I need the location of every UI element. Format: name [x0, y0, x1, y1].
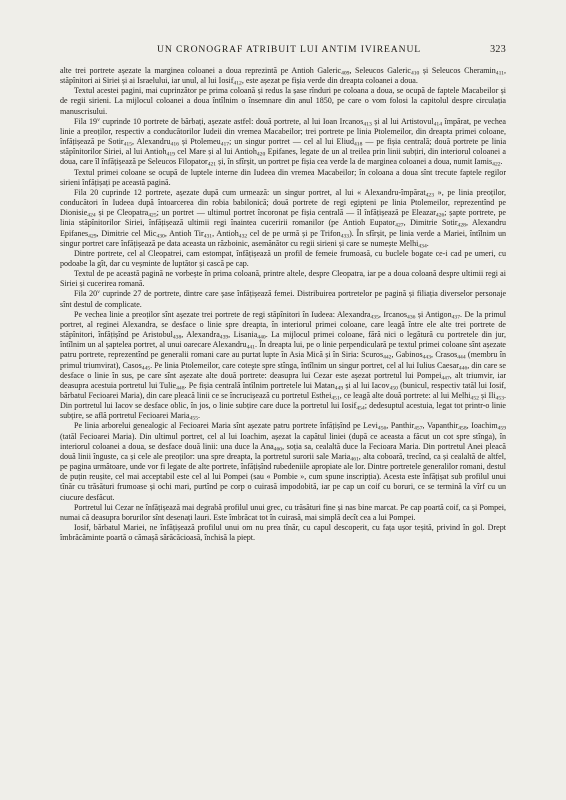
page-number: 323 — [490, 44, 506, 55]
paragraph: Textul primei coloane se ocupă de luptele interne din Iudeea din vremea Macabeilor; în coloana a doua sînt trecute faptele regilor sirieni înfățișați pe această pagină. — [60, 167, 506, 187]
body-text — [60, 66, 506, 543]
paragraph: Dintre portrete, cel al Cleopatrei, cam estompat, înfățișează un profil de femeie frumoasă, cu buclele bogate ce-i cad pe umeri, cu podoabe la gît, dar cu veșminte de luptător și cască pe cap. — [60, 248, 506, 268]
running-head — [60, 44, 506, 55]
paragraph: Fila 19$^v$ cuprinde 10 portrete de bărbați, așezate astfel: două portrete, al lui Ioan Ircanos$_{413}$ și al lui Artistovul$_{414}$ împărat, pe vechea linie a preoților, respectiv a conducătorilor Iudeii din vremea Macabeilor; trei portrete pe linia Ptolemeilor, din dreapta primei coloane, înfățișează pe Sotir$_{415}$, Alexandru$_{416}$ și Ptolemeu$_{417}$; un singur portret — cel al lui Eliud$_{418}$ — pe fișia centrală; două portrete pe linia stăpînitorilor Siriei, al lui Antioh$_{419}$ cel Mare și al lui Antioh$_{420}$ Epifanes, legate de un al treilea prin linii subțiri, din interiorul coloanei a doua, care îl înfățișează pe Seleucos Filopator$_{421}$ și, în sfîrșit, un portret pe fișia cea verde la de marginea coloanei a doua, numit Iamis$_{422}$. — [60, 116, 507, 168]
paragraph: Portretul lui Cezar ne înfățișează mai degrabă profilul unui grec, cu trăsături fine și nas bine marcat. Pe cap poartă coif, ca și Pompei, numai că deasupra borurilor sînt desenați lauri. Este îmbrăcat tot în cuirasă, mai simplă decît cea a lui Pompei. — [60, 502, 506, 522]
paragraph: Pe linia arborelui genealogic al Fecioarei Maria sînt așezate patru portrete înfățișînd pe Levi$_{456}$, Panthir$_{457}$, Vapanthir$_{458}$, Ioachim$_{459}$ (tatăl Fecioarei Maria). Din ultimul portret, cel al lui Ioachim, așezat la capătul liniei (după ce aceasta a făcut un cot spre stînga), în interiorul coloanei a doua, se desface două linii: una duce la Ana$_{460}$, soția sa, cealaltă duce la Fecioara Maria. Din portretul Anei pleacă două linii înguste, ca și cele ale preoților: una spre dreapta, la portretul surorii sale Maria$_{461}$, alta coboară, trecînd, ca și cealaltă de altfel, pe pagina următoare, unde vor fi legate de alte portrete, înfățișînd rubedeniile apropiate ale lor. Dintre portretele generalilor romani, destul de puțin reușite, cel mai acceptabil este cel al lui Pompei (sau « Pombie », cum spune inscripția). Acesta este înfățișat sub profilul unui tînăr cu trăsături frumoase și ochi mari, purtînd pe corp o cuirasă impodobită, iar pe cap un coif cu boruri, ce se termină la vîrf cu un ciucure desfăcut. — [60, 421, 506, 502]
paragraph: Pe vechea linie a preoților sînt așezate trei portrete de regi stăpînitori în Iudeea: Alexandra$_{435}$, Ircanos$_{436}$ și Antigon$_{437}$. De la primul portret, al reginei Alexandra, se desface o linie spre dreapta, în interiorul primei coloane, care leagă între ele alte trei portrete de stăpînitori, înfățișînd pe Aristobul$_{438}$, Alexandra$_{439}$, Lisania$_{440}$. La mijlocul primei coloane, fără nici o legătură cu portretele din jur, întîlnim un al șaptelea portret, al unui oarecare Alexandru$_{441}$. În dreapta lui, pe o linie perpendiculară pe textul primei coloane sînt așezate patru portrete, reprezentînd pe generalii romani care au purtat lupte în Asia Mică și în Siria: Scuros$_{442}$, Gabinos$_{443}$, Crasos$_{444}$ (membru în primul triumvirat), Casos$_{445}$. Pe linia Ptolemeilor, care coteşte spre stînga, întîlnim un singur portret, cel al lui Iulius Caesar$_{446}$, din care se desface o linie în sus, pe care sînt așezate alte două portrete: deasupra lui Cezar este așezat portretul lui Pompei$_{447}$, alt triumvir, iar deasupra acestuia portretul lui Tulie$_{448}$. Pe fișia centrală întîlnim portretele lui Matan$_{449}$ și al lui Iacov$_{450}$ (bunicul, respectiv tatăl lui Iosif, bărbatul Fecioarei Maria), din care pleacă linii ce se încrucișează cu portretul Esthei$_{451}$, ce leagă alte două portrete: al lui Melhi$_{452}$ și Ili$_{453}$. Din portretul lui Iacov se desface oblic, în jos, o linie subțire care duce la portretul lui Iosif$_{454}$; dedesuptul acestuia, legat tot printr-o linie subțire, se află portretul Fecioarei Maria$_{455}$. — [60, 309, 507, 422]
paragraph: Iosif, bărbatul Mariei, ne înfățișează profilul unui om nu prea tînăr, cu capul descoperit, cu fața ușor teșită, privind în gol. Drept îmbrăcăminte poartă o cămașă sărăcăcioasă, închisă la piept. — [60, 523, 506, 543]
running-head-title: UN CRONOGRAF ATRIBUIT LUI ANTIM IVIREANUL — [157, 44, 422, 55]
paragraph: Textul acestei pagini, mai cuprinzător pe prima coloană și redus la șase rînduri pe coloana a doua, se ocupă de faptele Macabeilor și de regii sirieni. La mijlocul coloanei a doua întîlnim o însemnare din anul 1850, pe care o vom folosi la capitolul despre circulația manuscrisului. — [60, 86, 506, 116]
paragraph: Fila 20$^v$ cuprinde 27 de portrete, dintre care șase înfățișează femei. Distribuirea portretelor pe pagină și filiația diverselor personaje sînt destul de complicate. — [60, 289, 507, 309]
paragraph: Fila 20 cuprinde 12 portrete, așezate după cum urmează: un singur portret, al lui « Alexandru-împărat$_{423}$ », pe linia preoților, conducători în Iudeea după întoarcerea din robia babilonică; două portrete de regi egipteni pe linia Ptolemeilor, reprezentînd pe Dionisie$_{424}$ și pe Cleopatra$_{425}$; un portret — ultimul portret încoronat pe fișia centrală — îl înfățișează pe Eleazar$_{426}$; șapte portrete, pe linia stăpînitorilor Siriei, înfățișează ultimii regi înaintea cuceririi romanilor (pe Antioh Eupator$_{427}$, Dimitrie Sotir$_{428}$, Alexandru Epifanes$_{429}$, Dimitrie cel Mic$_{430}$, Antioh Tir$_{431}$, Antioh$_{432}$ cel de pe urmă și pe Trifon$_{433}$). În sfîrșit, pe linia verde a Mariei, întîlnim un singur portret care înfățișează pe data aceasta un războinic, asemănător cu regii sirieni și care se numește Melhi$_{434}$. — [60, 187, 507, 250]
paragraph: Textul de pe această pagină ne vorbește în prima coloană, printre altele, despre Cleopatra, iar pe a doua coloană despre ultimii regi ai Siriei și cucerirea romană. — [60, 269, 506, 289]
paragraph: alte trei portrete așezate la marginea coloanei a doua reprezintă pe Antioh Galeric$_{409}$, Seleucos Galeric$_{410}$ și Seleucos Cheramin$_{411}$, stăpînitori ai Siriei și ai Israelului, iar unul, al lui Iosif$_{412}$, este așezat pe fișia verde din dreapta coloanei a doua. — [60, 66, 506, 87]
